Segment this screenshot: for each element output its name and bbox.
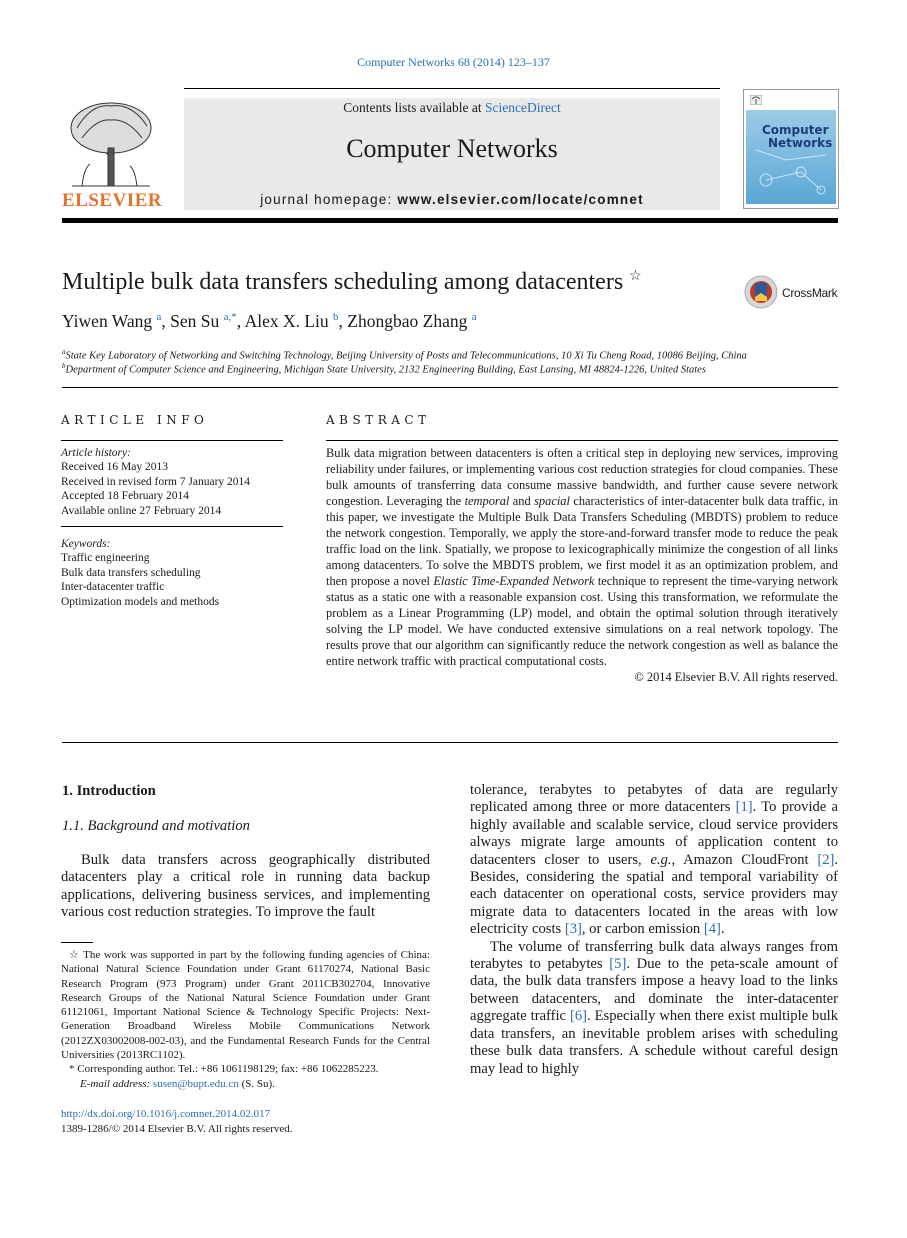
paragraph: tolerance, terabytes to petabytes of data are regularly replicated among three or more datacenters [1]. To provide a highly available and scalable service, cloud service providers always migrate large amounts of application content to datacenters closer to users, e.g., Amazon CloudFront [2]. Besides, considering the spatial and temporal variability of each datacenter on operational costs, service providers may migrate data to datacenters located in the areas with low electricity costs [3], or carbon emission [4].	[470, 782, 839, 938]
journal-banner	[184, 98, 720, 210]
article-title: Multiple bulk data transfers scheduling among datacenters ☆	[62, 269, 642, 295]
divider	[326, 440, 838, 441]
history-item: Accepted 18 February 2014	[61, 490, 190, 503]
copyright: © 2014 Elsevier B.V. All rights reserved.	[634, 670, 838, 684]
journal-homepage: journal homepage: www.elsevier.com/locate/comnet	[260, 192, 644, 207]
elsevier-logo	[62, 98, 163, 211]
abstract-heading: ABSTRACT	[326, 413, 431, 427]
funding-footnote: ☆ The work was supported in part by the following funding agencies of China: National Natural Science Foundation under Grant 61170274, National Basic Research Program (973 Program) under Grant 2011CB302704, Innovative Research Groups of the National Natural Science Foundation under Grant 61121061, Important National Science & Technology Specific Projects: Next-Generation Broadband Wireless Mobile Communications Network (2012ZX03002008-002-03), and the Fundamental Research Funds for the Central Universities (2013RC1102).	[61, 949, 430, 1062]
issn-line: 1389-1286/© 2014 Elsevier B.V. All rights reserved.	[61, 1123, 293, 1135]
journal-reference[interactable]: Computer Networks 68 (2014) 123–137	[357, 55, 550, 69]
keyword: Inter-datacenter traffic	[61, 581, 165, 594]
divider	[62, 387, 838, 388]
author[interactable]: Sen Su $^{a,*}$	[170, 311, 237, 331]
doi-link[interactable]: http://dx.doi.org/10.1016/j.comnet.2014.02.017	[61, 1108, 271, 1120]
subsection-heading: 1.1. Background and motivation	[62, 818, 250, 834]
title-footnote-mark[interactable]: ☆	[629, 269, 642, 284]
journal-name: Computer Networks	[346, 134, 558, 163]
citation-link[interactable]: [2]	[817, 851, 835, 868]
corresponding-footnote: * Corresponding author. Tel.: +86 1061198129; fax: +86 1062285223.	[69, 1063, 379, 1075]
contents-line: Contents lists available at ScienceDirect	[343, 100, 561, 115]
cover-title: Computer Networks	[762, 123, 833, 150]
intro-paragraph: Bulk data transfers across geographically distributed datacenters play a critical role in running data backup applications, delivering business services, and implementing various cost reduction strategies. To improve the fault	[61, 852, 430, 921]
author-list: Yiwen Wang $^a$, Sen Su $^{a,*}$, Alex X. Liu $^b$, Zhongbao Zhang $^a$	[62, 311, 477, 331]
email-link[interactable]: susen@bupt.edu.cn	[152, 1078, 239, 1090]
citation-link[interactable]: [6]	[569, 1008, 588, 1025]
article-info-heading: ARTICLE INFO	[61, 413, 209, 427]
affiliation-a: $^a$State Key Laboratory of Networking and Switching Technology, Beijing University of Posts and Telecommunications, 10 Xi Tu Cheng Road, 10086 Beijing, China	[62, 348, 747, 362]
affiliation-b: $^b$Department of Computer Science and Engineering, Michigan State University, 2132 Engineering Building, East Lansing, MI 48824-1226, United States	[62, 362, 706, 376]
divider	[61, 440, 283, 441]
citation-link[interactable]: [3]	[564, 921, 582, 938]
crossmark-label: CrossMark	[782, 286, 838, 300]
abstract-text: Bulk data migration between datacenters is often a critical step in deploying new services, improving reliability under failures, or implementing various cost reduction strategies for cloud companies. These bulk amounts of transferring data consume massive bandwidth, and further cause severe network congestion. Leveraging the temporal and spacial characteristics of inter-datacenter bulk data traffic, in this paper, we investigate the Multiple Bulk Data Transfers Scheduling (MBDTS) problem to reduce the network congestion. Temporally, we apply the store-and-forward transfer mode to reduce the peak traffic load on the link. Spatially, we propose to lexicographically minimize the congestion of all links among datacenters. To solve the MBDTS problem, we first model it as an optimization problem, and then propose a novel Elastic Time-Expanded Network technique to represent the time-varying network status as a static one with a reasonable expansion cost. Using this transformation, we reformulate the problem as a Linear Programming (LP) model, and obtain the optimal solution through iteratively solving the LP model. We have conducted extensive simulations on a real network topology. The results prove that our algorithm can significantly reduce the network congestion as well as balance the entire network traffic with practical computational costs. © 2014 Elsevier B.V. All rights reserved.	[326, 446, 838, 684]
history-item: Received 16 May 2013	[61, 461, 168, 474]
header-rule	[62, 218, 838, 223]
sciencedirect-link[interactable]: ScienceDirect	[485, 100, 561, 115]
author[interactable]: Alex X. Liu $^b$	[244, 311, 339, 331]
keyword: Traffic engineering	[61, 552, 150, 565]
journal-cover	[743, 89, 839, 209]
elsevier-tree-icon	[62, 98, 160, 188]
footnote-rule	[61, 942, 93, 943]
crossmark-icon	[744, 275, 778, 309]
history-item: Available online 27 February 2014	[61, 504, 222, 517]
history-item: Received in revised form 7 January 2014	[61, 475, 251, 488]
article-history: Article history: Received 16 May 2013 Received in revised form 7 January 2014 Accepted 18 February 2014 Available online 27 February 2014	[61, 446, 283, 518]
citation-link[interactable]: [5]	[609, 956, 627, 973]
divider	[61, 526, 283, 527]
divider	[62, 742, 838, 743]
email-footnote: E-mail address: susen@bupt.edu.cn (S. Su).	[80, 1078, 275, 1090]
citation-link[interactable]: [1]	[735, 799, 753, 816]
crossmark-badge[interactable]	[744, 275, 854, 311]
publisher-wordmark: ELSEVIER	[62, 190, 163, 211]
citation-link[interactable]: [4]	[703, 921, 721, 938]
right-column	[470, 782, 838, 1078]
author[interactable]: Yiwen Wang $^a$	[62, 311, 162, 331]
elsevier-mini-icon	[750, 95, 762, 105]
paragraph: The volume of transferring bulk data always ranges from terabytes to petabytes [5]. Due to the peta-scale amount of data, the bulk data transfers impose a heavy load to the links between datacenters, and dominate the inter-datacenter aggregate traffic [6]. Especially when there exist multiple bulk data transfers, an inevitable problem arises with scheduling these bulk data transfers. A schedule without careful design may lead to highly	[470, 938, 838, 1077]
keyword: Bulk data transfers scheduling	[61, 566, 201, 579]
header-divider	[184, 88, 720, 89]
keywords: Keywords: Traffic engineering Bulk data transfers scheduling Inter-datacenter traffic Optimization models and methods	[61, 537, 283, 609]
author[interactable]: Zhongbao Zhang $^a$	[347, 311, 477, 331]
homepage-link[interactable]: www.elsevier.com/locate/comnet	[397, 192, 644, 207]
keyword: Optimization models and methods	[61, 595, 220, 608]
section-heading: 1. Introduction	[62, 783, 156, 799]
